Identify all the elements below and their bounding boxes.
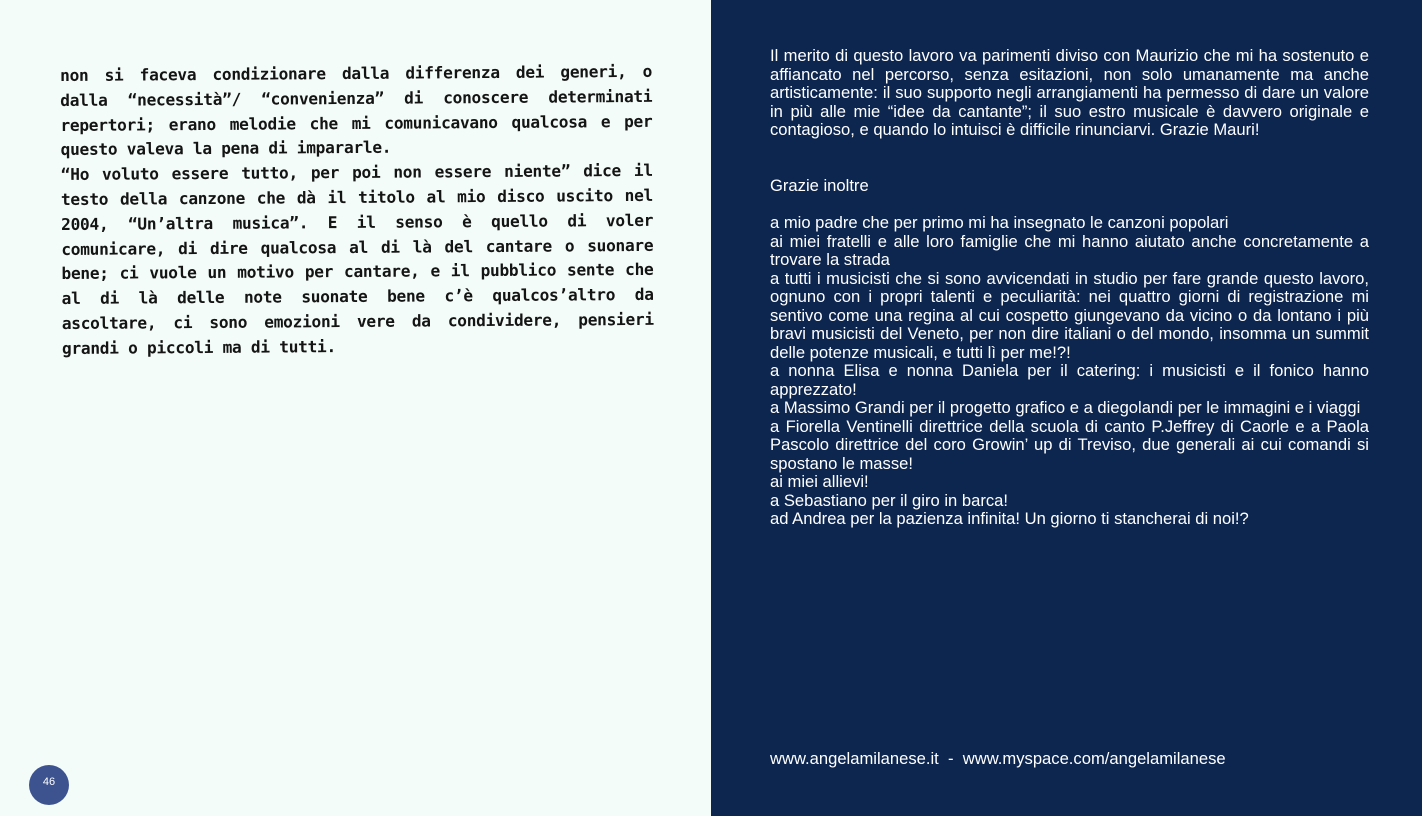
website-link-main[interactable]: www.angelamilanese.it xyxy=(770,749,939,768)
page-number-badge: 46 xyxy=(29,765,69,805)
thanks-item: a tutti i musicisti che si sono avvicendati in studio per fare grande questo lavoro, ognuno con i propri talenti e peculiarità: nei quattro giorni di registrazione mi sentivo come una regina al cui cospetto giungevano da vicino o da lontano i più bravi musicisti del Veneto, per non dire italiani o del mondo, insomma un summit delle potenze musicali, e tutti lì per me!?! xyxy=(770,268,1369,362)
thanks-item: a Sebastiano per il giro in barca! xyxy=(770,490,1008,510)
thanks-item: ai miei fratelli e alle loro famiglie che mi hanno aiutato anche concretamente a trovare la strada xyxy=(770,231,1369,269)
thanks-heading: Grazie inoltre xyxy=(770,176,869,195)
handwritten-text-block xyxy=(60,60,654,362)
thanks-item: a mio padre che per primo mi ha insegnato le canzoni popolari xyxy=(770,213,1229,232)
handwritten-paragraph: non si faceva condizionare dalla differenza dei generi, o dalla “necessità”/ “convenienza” di conoscere determinati repertori; erano melodie che mi comunicavano qualcosa e per questo valeva la pena di impararle. xyxy=(60,61,653,160)
link-separator: - xyxy=(938,749,963,768)
handwritten-paragraph: “Ho voluto essere tutto, per poi non essere niente” dice il testo della canzone che dà il titolo al mio disco uscito nel 2004, “Un’altra musica”. E il senso è quello di voler comunicare, di dire qualcosa al di là del cantare o suonare bene; ci vuole un motivo per cantare, e il pubblico sente che al di là delle note suonate bene c’è qualcos’altro da ascoltare, ci sono emozioni vere da condividere, pensieri grandi o piccoli ma di tutti. xyxy=(60,161,654,358)
thanks-item: ad Andrea per la pazienza infinita! Un giorno ti stancherai di noi!? xyxy=(770,509,1249,528)
website-link-myspace[interactable]: www.myspace.com/angelamilanese xyxy=(962,749,1226,768)
merit-paragraph: Il merito di questo lavoro va parimenti diviso con Maurizio che mi ha sostenuto e affiancato nel percorso, senza esitazioni, non solo umanamente ma anche artisticamente: il suo supporto negli arrangiamenti ha permesso di dare un valore in più alle mie “idee da cantante”; il suo estro musicale è davvero originale e contagioso, e quando lo intuisci è difficile rinunciarvi. Grazie Mauri! xyxy=(770,46,1369,139)
thanks-list xyxy=(770,214,1369,529)
thanks-item: a Massimo Grandi per il progetto grafico e a diegolandi per le immagini e i viaggi xyxy=(770,398,1361,417)
thanks-item: a nonna Elisa e nonna Daniela per il catering: i musicisti e il fonico hanno apprezzato! xyxy=(770,361,1369,399)
website-links xyxy=(770,750,1369,769)
thanks-item: a Fiorella Ventinelli direttrice della scuola di canto P.Jeffrey di Caorle e a Paola Pascolo direttrice del coro Growin’ up di Treviso, due generali ai cui comandi si spostano le masse! xyxy=(770,416,1369,473)
thanks-item: ai miei allievi! xyxy=(770,472,869,491)
